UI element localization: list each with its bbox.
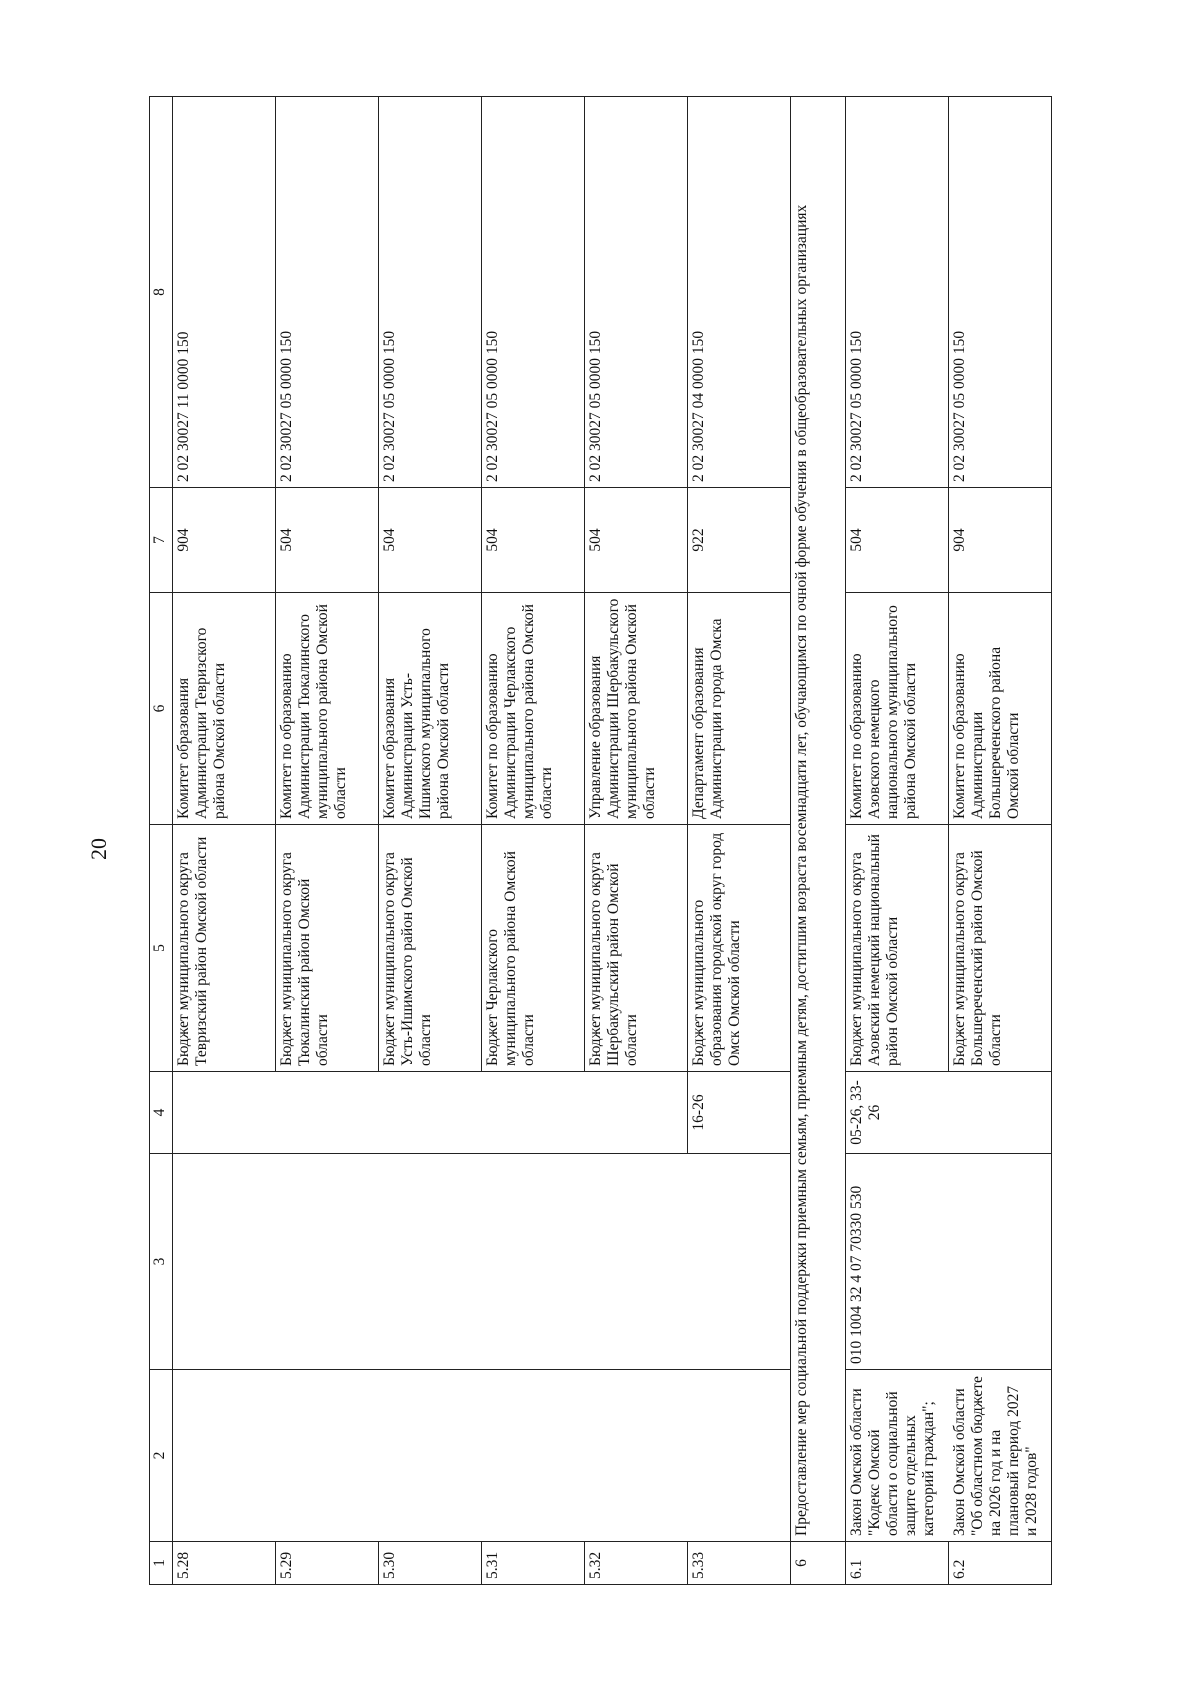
revenue-code-cell: 2 02 30027 05 0000 150 [482, 97, 585, 488]
section-number: 6 [791, 1542, 846, 1585]
code-cell: 504 [585, 488, 688, 593]
row-number: 6.2 [949, 1542, 1052, 1585]
row-number: 5.33 [688, 1542, 791, 1585]
budget-code-cell [379, 1154, 482, 1370]
authority-cell: Комитет по образованию Администрации Тюкалинского муниципального района Омской области [276, 593, 379, 825]
row-number: 5.31 [482, 1542, 585, 1585]
budget-code-cell [585, 1154, 688, 1370]
code-cell: 504 [379, 488, 482, 593]
code-cell: 904 [949, 488, 1052, 593]
table-row [846, 97, 949, 1585]
header-cell: 8 [150, 97, 173, 488]
header-cell: 1 [150, 1542, 173, 1585]
revenue-code-cell: 2 02 30027 05 0000 150 [949, 97, 1052, 488]
budget-name-cell: Бюджет муниципального образования городской округ город Омск Омской области [688, 825, 791, 1072]
legal-basis-cell [585, 1370, 688, 1542]
table-row [585, 97, 688, 1585]
revenue-code-cell: 2 02 30027 05 0000 150 [379, 97, 482, 488]
column-4-cell [276, 1072, 379, 1154]
legal-basis-cell: Закон Омской области "Об областном бюджете на 2026 год и на плановый период 2027 и 2028 годов" [949, 1370, 1052, 1542]
budget-name-cell: Бюджет муниципального округа Усть-Ишимского район Омской области [379, 825, 482, 1072]
row-number: 5.30 [379, 1542, 482, 1585]
legal-basis-cell [276, 1370, 379, 1542]
budget-code-cell [173, 1154, 276, 1370]
revenue-code-cell: 2 02 30027 04 0000 150 [688, 97, 791, 488]
revenue-code-cell: 2 02 30027 05 0000 150 [585, 97, 688, 488]
code-cell: 904 [173, 488, 276, 593]
revenue-code-cell: 2 02 30027 11 0000 150 [173, 97, 276, 488]
column-4-cell [379, 1072, 482, 1154]
authority-cell: Комитет образования Администрации Тевризского района Омской области [173, 593, 276, 825]
legal-basis-cell [482, 1370, 585, 1542]
budget-name-cell: Бюджет муниципального округа Тюкалинский район Омской области [276, 825, 379, 1072]
column-4-cell: 05-26, 33-26 [846, 1072, 949, 1154]
table-row [173, 97, 276, 1585]
row-number: 5.29 [276, 1542, 379, 1585]
budget-name-cell: Бюджет муниципального округа Большереченский район Омской области [949, 825, 1052, 1072]
budget-table-rotated [149, 97, 1040, 1585]
authority-cell: Комитет образования Администрации Усть-Ишимского муниципального района Омской области [379, 593, 482, 825]
budget-code-cell [276, 1154, 379, 1370]
legal-basis-cell [173, 1370, 276, 1542]
row-number: 5.32 [585, 1542, 688, 1585]
authority-cell: Комитет по образованию Азовского немецкого национального муниципального района Омской области [846, 593, 949, 825]
budget-name-cell: Бюджет муниципального округа Шербакульский район Омской области [585, 825, 688, 1072]
authority-cell: Комитет по образованию Администрации Большереченского района Омской области [949, 593, 1052, 825]
table-row [379, 97, 482, 1585]
row-number: 5.28 [173, 1542, 276, 1585]
section-title: Предоставление мер социальной поддержки приемным семьям, приемным детям, достигшим возраста восемнадцати лет, обучающимся по очной форме обучения в общеобразовательных организациях [791, 97, 846, 1542]
legal-basis-cell [379, 1370, 482, 1542]
column-4-cell [585, 1072, 688, 1154]
budget-name-cell: Бюджет муниципального округа Азовский немецкий национальный район Омской области [846, 825, 949, 1072]
column-4-cell: 16-26 [688, 1072, 791, 1154]
column-4-cell [482, 1072, 585, 1154]
table-row [482, 97, 585, 1585]
budget-name-cell: Бюджет муниципального округа Тевризский район Омской области [173, 825, 276, 1072]
table-row [276, 97, 379, 1585]
budget-code-cell [482, 1154, 585, 1370]
code-cell: 922 [688, 488, 791, 593]
authority-cell: Комитет по образованию Администрации Черлакского муниципального района Омской области [482, 593, 585, 825]
table-row [949, 97, 1052, 1585]
header-row [150, 97, 173, 1585]
header-cell: 4 [150, 1072, 173, 1154]
section-row [791, 97, 846, 1585]
code-cell: 504 [482, 488, 585, 593]
table-row [688, 97, 791, 1585]
budget-code-cell [949, 1154, 1052, 1370]
code-cell: 504 [276, 488, 379, 593]
header-cell: 2 [150, 1370, 173, 1542]
authority-cell: Департамент образования Администрации города Омска [688, 593, 791, 825]
legal-basis-cell [688, 1370, 791, 1542]
code-cell: 504 [846, 488, 949, 593]
header-cell: 3 [150, 1154, 173, 1370]
header-cell: 6 [150, 593, 173, 825]
legal-basis-cell: Закон Омской области "Кодекс Омской области о социальной защите отдельных категорий граждан"; [846, 1370, 949, 1542]
column-4-cell [949, 1072, 1052, 1154]
row-number: 6.1 [846, 1542, 949, 1585]
budget-table [149, 96, 1052, 1585]
budget-name-cell: Бюджет Черлакского муниципального района Омской области [482, 825, 585, 1072]
revenue-code-cell: 2 02 30027 05 0000 150 [276, 97, 379, 488]
page-number: 20 [86, 838, 111, 860]
header-cell: 5 [150, 825, 173, 1072]
revenue-code-cell: 2 02 30027 05 0000 150 [846, 97, 949, 488]
budget-code-cell [688, 1154, 791, 1370]
authority-cell: Управление образования Администрации Шербакульского муниципального района Омской области [585, 593, 688, 825]
column-4-cell [173, 1072, 276, 1154]
header-cell: 7 [150, 488, 173, 593]
budget-code-cell: 010 1004 32 4 07 70330 530 [846, 1154, 949, 1370]
